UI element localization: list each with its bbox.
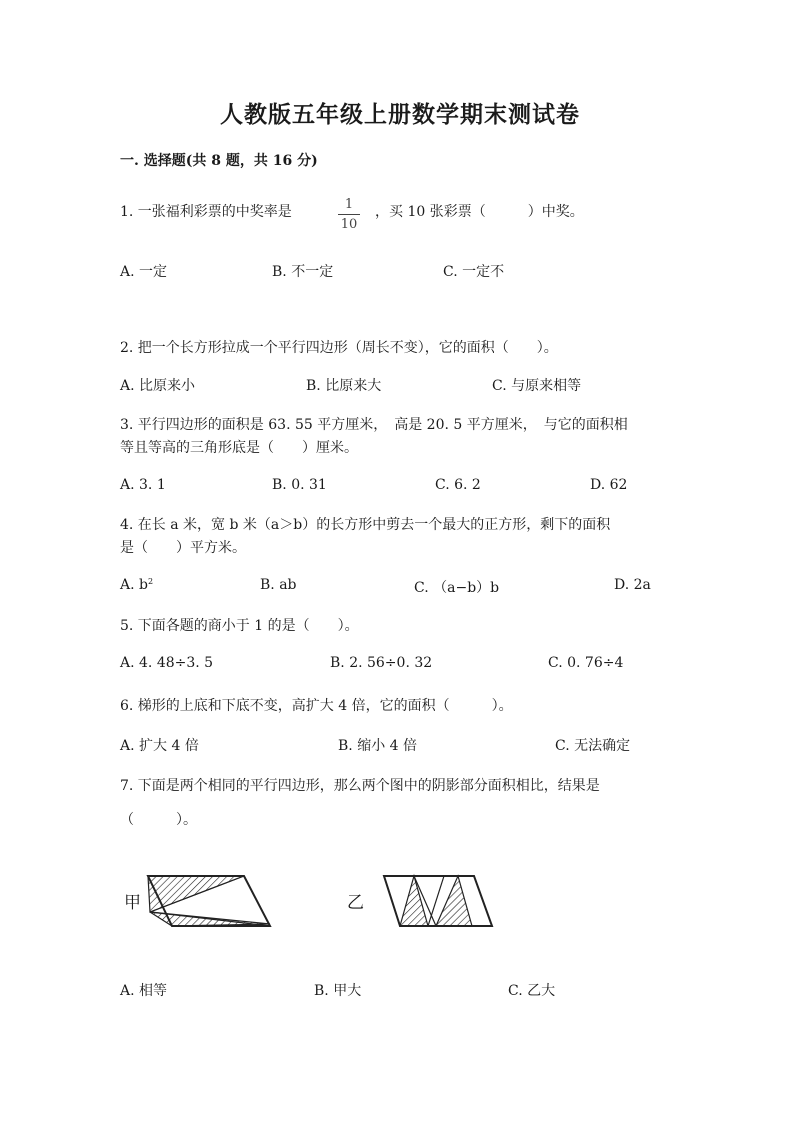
figure-label-jia: 甲 xyxy=(124,893,141,913)
question-5-stem: 5. 下面各题的商小于 1 的是（ ）。 xyxy=(120,618,359,634)
q3-option-a[interactable]: A. 3. 1 xyxy=(120,477,166,493)
q4-option-b[interactable]: B. ab xyxy=(260,577,297,593)
question-4-stem-line2: 是（ ）平方米。 xyxy=(120,540,246,556)
figure-label-yi: 乙 xyxy=(347,893,364,913)
q3-option-d[interactable]: D. 62 xyxy=(590,477,628,493)
question-4-stem-line1: 4. 在长 a 米，宽 b 米（a＞b）的长方形中剪去一个最大的正方形，剩下的面积 xyxy=(120,517,611,533)
fraction-numerator: 1 xyxy=(344,197,354,212)
q1-option-c[interactable]: C. 一定不 xyxy=(443,264,505,280)
figure-yi-parallelogram xyxy=(376,872,496,932)
question-3-stem-line2: 等且等高的三角形底是（ ）厘米。 xyxy=(120,440,358,456)
fraction-denominator: 10 xyxy=(340,217,358,232)
q4-option-d[interactable]: D. 2a xyxy=(614,577,651,593)
q2-option-c[interactable]: C. 与原来相等 xyxy=(492,378,582,394)
question-1-stem-before: 1. 一张福利彩票的中奖率是 xyxy=(120,204,292,220)
q1-option-b[interactable]: B. 不一定 xyxy=(272,264,334,280)
page-title: 人教版五年级上册数学期末测试卷 xyxy=(220,101,580,128)
question-7-stem-line1: 7. 下面是两个相同的平行四边形，那么两个图中的阴影部分面积相比，结果是 xyxy=(120,778,600,794)
q3-option-b[interactable]: B. 0. 31 xyxy=(272,477,327,493)
q2-option-b[interactable]: B. 比原来大 xyxy=(306,378,382,394)
section-heading: 一. 选择题(共 8 题，共 16 分) xyxy=(120,153,318,169)
superscript-two: 2 xyxy=(147,577,154,586)
figure-jia-parallelogram xyxy=(146,872,276,932)
q2-option-a[interactable]: A. 比原来小 xyxy=(120,378,196,394)
q7-option-a[interactable]: A. 相等 xyxy=(120,983,168,999)
question-7-stem-line2: （ ）。 xyxy=(120,812,197,828)
yi-left-shaded-triangle xyxy=(400,876,428,926)
question-1-stem-after: ，买 10 张彩票（ ）中奖。 xyxy=(375,204,584,220)
q5-option-c[interactable]: C. 0. 76÷4 xyxy=(548,655,624,671)
q1-option-a[interactable]: A. 一定 xyxy=(120,264,168,280)
q7-option-c[interactable]: C. 乙大 xyxy=(508,983,556,999)
q4-option-c[interactable]: C. （a−b）b xyxy=(414,580,500,596)
q6-option-c[interactable]: C. 无法确定 xyxy=(555,738,631,754)
yi-outline xyxy=(384,876,492,926)
fraction-one-tenth xyxy=(338,197,360,232)
q7-option-b[interactable]: B. 甲大 xyxy=(314,983,362,999)
q5-option-a[interactable]: A. 4. 48÷3. 5 xyxy=(120,655,214,671)
question-6-stem: 6. 梯形的上底和下底不变，高扩大 4 倍，它的面积（ ）。 xyxy=(120,698,513,714)
fraction-bar xyxy=(338,214,360,215)
q6-option-a[interactable]: A. 扩大 4 倍 xyxy=(120,738,199,754)
q4-option-a[interactable] xyxy=(120,577,153,593)
q6-option-b[interactable]: B. 缩小 4 倍 xyxy=(338,738,417,754)
q3-option-c[interactable]: C. 6. 2 xyxy=(435,477,481,493)
q5-option-b[interactable]: B. 2. 56÷0. 32 xyxy=(330,655,433,671)
question-3-stem-line1: 3. 平行四边形的面积是 63. 55 平方厘米， 高是 20. 5 平方厘米， 与它的面积相 xyxy=(120,417,628,433)
q4-option-a-text: A. b xyxy=(120,577,148,593)
question-2-stem: 2. 把一个长方形拉成一个平行四边形（周长不变），它的面积（ ）。 xyxy=(120,340,558,356)
